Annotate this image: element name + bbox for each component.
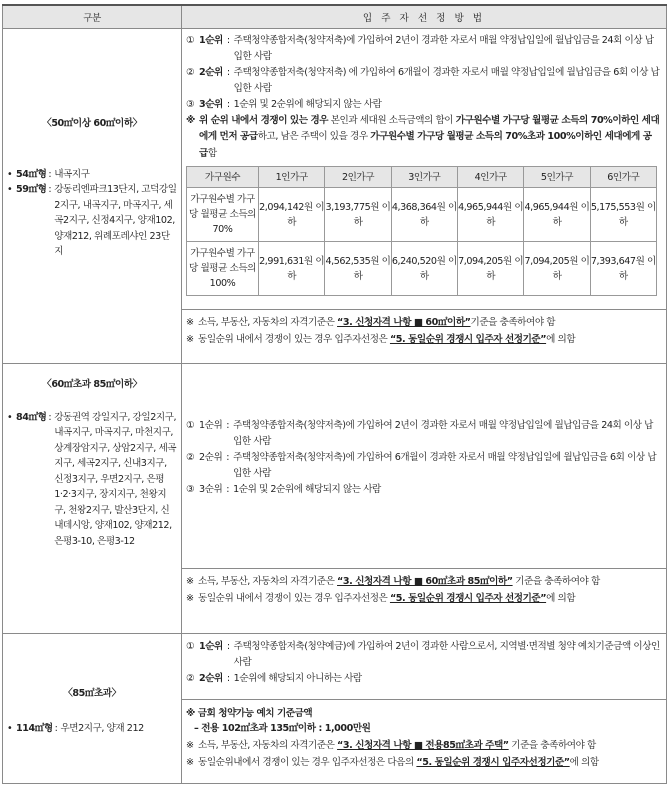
rank-item: ② 2순위 : 주택청약종합저축(청약저축) 에 가입하여 6개월이 경과한 자로서 매월 약정납입일에 월납입금을 6회 이상 납입한 사람 — [186, 65, 660, 97]
rank-item: ③ 3순위 : 1순위 및 2순위에 해당되지 않는 사람 — [186, 482, 660, 498]
reference-note: ※ 소득, 부동산, 자동차의 자격기준은 “3. 신청자격 나항 ■ 60㎡이하”기준을 충족하여야 함 — [186, 317, 556, 328]
table-header-row — [3, 5, 667, 28]
reference-note: ※ 소득, 부동산, 자동차의 자격기준은 “3. 신청자격 나항 ■ 60㎡초과 85㎡이하” 기준을 충족하여야 함 — [186, 575, 600, 587]
category-title: 〈50㎡이상 60㎡이하〉 — [42, 117, 142, 129]
rank-text: 주택청약종합저축(청약저축)에 가입하여 6개월이 경과한 자로서 매월 약정납입일에 월납입금을 6회 이상 납입한 사람 — [233, 451, 657, 479]
income-table — [186, 166, 657, 296]
deposit-box — [182, 700, 666, 736]
rank-label: 1순위 — [199, 34, 223, 46]
section-over-85 — [3, 633, 667, 783]
rank-item: ② 2순위 : 주택청약종합저축(청약저축)에 가입하여 6개월이 경과한 자로서 매월 약정납입일에 월납입금을 6회 이상 납입한 사람 — [186, 450, 660, 482]
type-areas: 우면2지구, 양재 212 — [60, 722, 144, 734]
deposit-amount: – 전용 102㎡초과 135㎡이하 : 1,000만원 — [194, 722, 371, 734]
rank-item: ① 1순위 : 주택청약종합저축(청약예금)에 가입하여 2년이 경과한 사람으로서, 지역별·면적별 청약 예치기준금액 이상인 사람 — [186, 639, 660, 671]
type-name: 59㎡형 — [16, 184, 47, 195]
rank-item: ① 1순위 : 주택청약종합저축(청약저축)에 가입하여 2년이 경과한 자로서 매월 약정납입일에 월납입금을 24회 이상 납입한 사람 — [186, 418, 660, 450]
header-selection-method: 입 주 자 선 정 방 법 — [182, 5, 667, 28]
selection-method-table — [2, 4, 667, 784]
type-item: • 59㎡형 : 강동리엔파크13단지, 고덕강일2지구, 내곡지구, 마곡지구, 세곡2지구, 신정4지구, 양재102, 양재212, 위례포레샤인 23단지 — [7, 182, 177, 260]
header-category: 구분 — [3, 5, 182, 28]
table-row: 가구원수별 가구당 월평균 소득의 70% 2,094,142원 이하 3,193,775원 이하 4,368,364원 이하 4,965,944원 이하 4,965,944원 이하 5,175,553원 이하 — [187, 188, 657, 242]
type-name: 114㎡형 — [16, 722, 53, 734]
rank-label: 2순위 — [199, 672, 223, 684]
rank-label: 3순위 — [199, 98, 223, 110]
rank-text: 주택청약종합저축(청약저축)에 가입하여 2년이 경과한 자로서 매월 약정납입일에 월납입금을 24회 이상 납입한 사람 — [233, 419, 653, 447]
type-item: • 114㎡형 : 우면2지구, 양재 212 — [7, 721, 177, 737]
reference-note: ※ 동일순위 내에서 경쟁이 있는 경우 입주자선정은 “5. 동일순위 경쟁시 입주자 선정기준”에 의함 — [186, 334, 576, 345]
rank-label: 2순위 — [199, 451, 223, 463]
category-title: 〈85㎡초과〉 — [63, 687, 121, 699]
section-60-85 — [3, 363, 667, 633]
priority-note: ※ 위 순위 내에서 경쟁이 있는 경우 본인과 세대원 소득금액의 합이 가구원수별 가구당 월평균 소득의 70%이하인 세대에게 먼저 공급하고, 남은 주택이 있을 경우 가구원수별 가구당 월평균 소득의 70%초과 100%이하인 세대에게 공급함 — [186, 114, 660, 159]
method-cell — [182, 28, 667, 363]
section-50-60 — [3, 28, 667, 363]
rank-label: 2순위 — [199, 66, 223, 78]
reference-note: ※ 소득, 부동산, 자동차의 자격기준은 “3. 신청자격 나항 ■ 전용85㎡초과 주택” 기준을 충족하여야 함 — [186, 739, 596, 751]
rank-label: 1순위 — [199, 419, 223, 431]
rank-text: 1순위 및 2순위에 해당되지 않는 사람 — [233, 483, 381, 495]
type-areas: 강동리엔파크13단지, 고덕강일2지구, 내곡지구, 마곡지구, 세곡2지구, 신정4지구, 양재102, 양재212, 위례포레샤인 23단지 — [54, 184, 177, 257]
income-table-header: 가구원수 1인가구 2인가구 3인가구 4인가구 5인가구 6인가구 — [187, 167, 657, 188]
rank-text: 1순위 및 2순위에 해당되지 않는 사람 — [233, 98, 382, 110]
rank-text: 주택청약종합저축(청약예금)에 가입하여 2년이 경과한 사람으로서, 지역별·면적별 청약 예치기준금액 이상인 사람 — [233, 640, 660, 668]
type-item: • 54㎡형 : 내곡지구 — [7, 167, 177, 183]
method-cell — [182, 633, 667, 783]
type-item: • 84㎡형 : 강동권역 강일지구, 강일2지구, 내곡지구, 마곡지구, 마천지구, 상계장암지구, 상암2지구, 세곡지구, 세곡2지구, 신내3지구, 신정3지구, 우면2지구, 은평1·2·3지구, 장지지구, 천왕지구, 천왕2지구, 발산3단지, 신내데시앙, 양재102, 양재212, 은평3-10, 은평3-12 — [7, 410, 177, 550]
reference-note: ※ 동일순위내에서 경쟁이 있는 경우 입주자선정은 다음의 “5. 동일순위 경쟁시 입주자선정기준”에 의함 — [186, 756, 599, 768]
selection-method-page — [2, 4, 666, 784]
category-cell — [3, 633, 182, 783]
rank-label: 1순위 — [199, 640, 223, 652]
deposit-title: ※ 금회 청약가능 예치 기준금액 — [186, 707, 313, 719]
rank-item: ① 1순위 : 주택청약종합저축(청약저축)에 가입하여 2년이 경과한 자로서 매월 약정납입일에 월납입금을 24회 이상 납입한 사람 — [186, 33, 660, 65]
type-name: 54㎡형 — [16, 168, 47, 180]
type-name: 84㎡형 — [16, 411, 47, 423]
method-cell — [182, 363, 667, 633]
category-title: 〈60㎡초과 85㎡이하〉 — [42, 378, 142, 390]
rank-text: 주택청약종합저축(청약저축)에 가입하여 2년이 경과한 자로서 매월 약정납입일에 월납입금을 24회 이상 납입한 사람 — [233, 34, 654, 62]
table-row: 가구원수별 가구당 월평균 소득의 100% 2,991,631원 이하 4,562,535원 이하 6,240,520원 이하 7,094,205원 이하 7,094,205원 이하 7,393,647원 이하 — [187, 242, 657, 296]
rank-label: 3순위 — [199, 483, 223, 495]
type-areas: 내곡지구 — [54, 168, 90, 180]
reference-note: ※ 동일순위 내에서 경쟁이 있는 경우 입주자선정은 “5. 동일순위 경쟁시 입주자 선정기준”에 의함 — [186, 592, 576, 604]
rank-item: ② 2순위 : 1순위에 해당되지 아니하는 사람 — [186, 671, 660, 687]
type-areas: 강동권역 강일지구, 강일2지구, 내곡지구, 마곡지구, 마천지구, 상계장암지구, 상암2지구, 세곡지구, 세곡2지구, 신내3지구, 신정3지구, 우면2지구, 은평1·2·3지구, 장지지구, 천왕지구, 천왕2지구, 발산3단지, 신내데시앙, 양재102, 양재212, 은평3-10, 은평3-12 — [54, 411, 177, 547]
category-cell — [3, 28, 182, 363]
rank-text: 주택청약종합저축(청약저축) 에 가입하여 6개월이 경과한 자로서 매월 약정납입일에 월납입금을 6회 이상 납입한 사람 — [233, 66, 660, 94]
rank-text: 1순위에 해당되지 아니하는 사람 — [233, 672, 362, 684]
rank-item: ③ 3순위 : 1순위 및 2순위에 해당되지 않는 사람 — [186, 97, 660, 113]
category-cell — [3, 363, 182, 633]
